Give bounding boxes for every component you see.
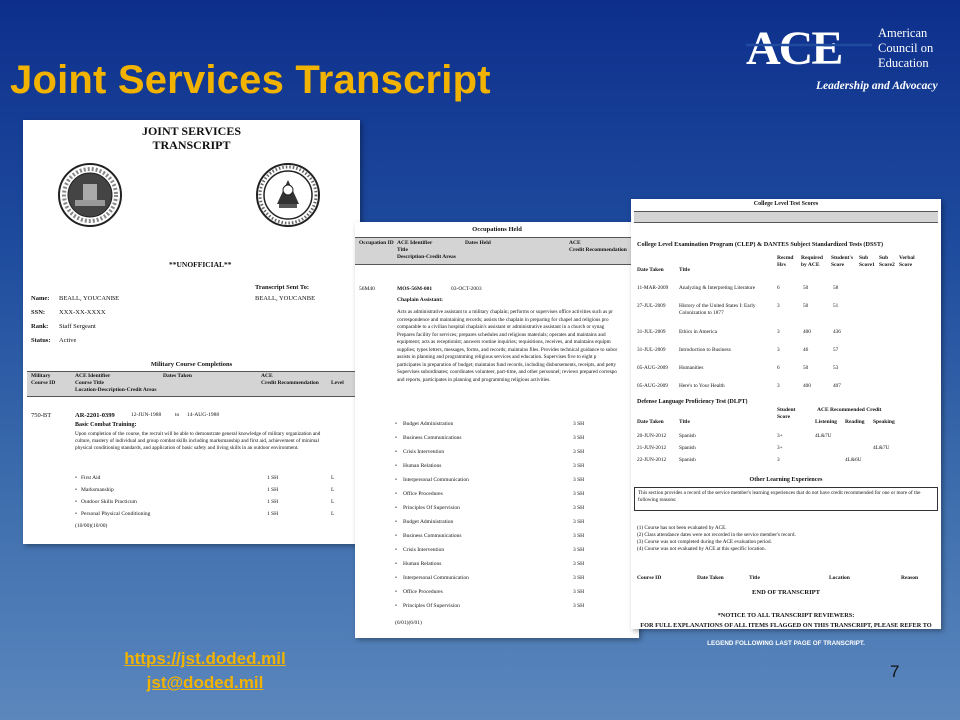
occupation-credit-sh: 3 SH — [573, 435, 585, 441]
occupation-desc-line: Prepares facility for services; prepares schedules and religious materials; operates and maintains aud — [397, 331, 606, 338]
occupation-desc-line: equipment; acts as receptionist; answers routine inquiries; requisitions, receives, and maintains equipm — [397, 339, 611, 345]
dlpt-row-reading: 4L&6U — [845, 457, 862, 463]
notice-line-1: *NOTICE TO ALL TRANSCRIPT REVIEWERS: — [717, 612, 855, 619]
notice-line-3: LEGEND FOLLOWING LAST PAGE OF TRANSCRIPT. — [707, 640, 865, 647]
course-title: Basic Combat Training: — [75, 422, 137, 428]
military-courses-heading: Military Course Completions — [150, 361, 233, 368]
occupation-desc-line: correspondence and maintaining records; assists the chaplain in preparing for chapel and religious pro — [397, 316, 609, 323]
clep-row-title: Analyzing & Interpreting Literature — [679, 285, 756, 291]
clep-row-hrs: 3 — [777, 347, 780, 353]
dlpt-col-listening: Listening — [815, 419, 838, 425]
clep-row-hrs: 3 — [777, 383, 780, 389]
occupation-credit-item: • Office Procedures — [395, 589, 443, 595]
occupation-credit-sh: 3 SH — [573, 561, 585, 567]
occupation-credit-sh: 3 SH — [573, 491, 585, 497]
dlpt-col-title: Title — [679, 419, 690, 425]
credit-footnote: (10/00)(10/00) — [75, 523, 108, 529]
col-dates-taken: Dates Taken — [163, 373, 192, 379]
dlpt-row-listening: 4L&7U — [815, 433, 832, 439]
course-to: to — [175, 412, 180, 418]
dlpt-row-speaking: 4L&7U — [873, 445, 890, 451]
test-scores-heading: College Level Test Scores — [753, 201, 819, 207]
dlpt-row-score: 3 — [777, 457, 780, 463]
doc1-title-line2: TRANSCRIPT — [152, 138, 231, 152]
clep-col-title: Title — [679, 267, 690, 273]
clep-col-date: Date Taken — [637, 267, 664, 273]
col-ace-identifier: ACE Identifier Title Description-Credit Areas — [397, 240, 456, 260]
other-col-location: Location — [829, 575, 850, 581]
reason-line: (4) Course was not evaluated by ACE at this specific location. — [637, 546, 766, 552]
slide-title: Joint Services Transcript — [10, 58, 491, 102]
sent-to-label: Transcript Sent To: — [255, 284, 310, 291]
notice-line-2: FOR FULL EXPLANATIONS OF ALL ITEMS FLAGGED ON THIS TRANSCRIPT, PLEASE REFER TO — [640, 622, 932, 629]
other-col-date: Date Taken — [697, 575, 724, 581]
ace-logo — [744, 18, 954, 98]
clep-row-hrs: 3 — [777, 303, 780, 309]
clep-row-score: 436 — [833, 329, 841, 335]
reason-line: (1) Course has not been evaluated by ACE. — [637, 525, 727, 531]
course-end: 14-AUG-1988 — [187, 412, 220, 418]
clep-row-title: History of the United States I: Early Colonization to 1877 — [679, 303, 756, 316]
clep-row-title: Introduction to Business — [679, 347, 731, 353]
occupation-credit-sh: 3 SH — [573, 547, 585, 553]
occupation-credit-sh: 3 SH — [573, 589, 585, 595]
col-credit-rec: ACE Credit Recommendation — [569, 240, 627, 253]
dlpt-row-date: 20-JUN-2012 — [637, 433, 667, 439]
occupation-id: 56M40 — [359, 286, 375, 292]
reason-line: (3) Course was not completed during the ACE evaluation period. — [637, 539, 772, 545]
dlpt-col-reading: Reading — [845, 419, 865, 425]
other-learning-heading: Other Learning Experiences — [749, 477, 823, 483]
personal-status-row: Status: Active — [31, 337, 77, 344]
dlpt-row-score: 3+ — [777, 433, 783, 439]
clep-row-date: 31-JUL-2009 — [637, 329, 666, 335]
unofficial-label: **UNOFFICIAL** — [169, 260, 232, 269]
course-desc-3: physical conditioning standards, and application of basic safety and living skills in an outdoor environment. — [75, 445, 299, 451]
clep-row-title: Ethics in America — [679, 329, 717, 335]
occupation-credit-sh: 3 SH — [573, 533, 585, 539]
ace-org-line3: Education — [878, 56, 929, 70]
clep-col-sub2: Sub Score2 — [879, 255, 895, 268]
occupation-credit-item: • Principles Of Supervision — [395, 505, 460, 511]
col-dates-held: Dates Held — [465, 240, 491, 246]
occupation-desc-line: participates in preparation of budget; maintains fund records, including disbursements, receipts, and petty — [397, 361, 617, 368]
occupation-credit-item: • Budget Administration — [395, 421, 454, 427]
col-credit-rec: ACE Credit Recommendation — [261, 373, 319, 386]
clep-row-date: 27-JUL-2009 — [637, 303, 666, 309]
credit-item: • First Aid — [75, 475, 101, 481]
credit-sh: 1 SH — [267, 511, 279, 517]
dlpt-row-title: Spanish — [679, 457, 696, 463]
clep-row-title: Here's to Your Health — [679, 383, 725, 389]
clep-row-title: Humanities — [679, 365, 704, 371]
occupation-credit-sh: 3 SH — [573, 575, 585, 581]
transcript-page-2 — [355, 222, 639, 638]
dlpt-row-date: 22-JUN-2012 — [637, 457, 667, 463]
clep-row-score: 58 — [833, 285, 839, 291]
ace-seal-icon — [255, 162, 321, 228]
clep-heading: College Level Examination Program (CLEP) & DANTES Subject Standardized Tests (DSST) — [637, 241, 884, 248]
credit-sh: 1 SH — [267, 499, 279, 505]
other-col-course-id: Course ID — [637, 575, 662, 581]
dlpt-col-score: Student Score — [777, 407, 796, 420]
doc1-title-line1: JOINT SERVICES — [141, 124, 242, 138]
clep-col-req: Required by ACE — [801, 255, 823, 268]
occupation-credit-sh: 3 SH — [573, 519, 585, 525]
occupation-credit-sh: 3 SH — [573, 603, 585, 609]
course-desc-2: culture, mastery of individual and group combat skills including marksmanship and first aid, achievement of minimal — [75, 438, 319, 444]
dlpt-heading: Defense Language Proficiency Test (DLPT) — [637, 399, 748, 405]
col-course-id: Military Course ID — [31, 373, 56, 386]
other-col-title: Title — [749, 575, 760, 581]
dlpt-row-title: Spanish — [679, 433, 696, 439]
dlpt-row-title: Spanish — [679, 445, 696, 451]
ace-logo-mark-icon — [744, 18, 872, 74]
occupation-desc-line: supplies; types letters, messages, forms, and records; maintains files. Provides technical guidance to subor — [397, 346, 618, 353]
occupation-credit-sh: 3 SH — [573, 463, 585, 469]
occupation-credit-item: • Human Relations — [395, 463, 442, 469]
clep-row-req: 50 — [803, 365, 809, 371]
credit-item: • Personal Physical Conditioning — [75, 511, 151, 517]
clep-row-score: 407 — [833, 383, 841, 389]
personal-name-row: Name: BEALL, YOUCANBE — [31, 295, 120, 302]
clep-row-score: 53 — [833, 365, 839, 371]
end-of-transcript: END OF TRANSCRIPT — [752, 589, 820, 596]
clep-col-sub1: Sub Score1 — [859, 255, 875, 268]
course-desc-1: Upon completion of the course, the recruit will be able to demonstrate general knowledge of military organization and — [75, 431, 321, 437]
army-seal-icon — [57, 162, 123, 228]
col-level: Level — [331, 380, 344, 386]
occupation-ace-id: MOS-56M-001 — [397, 286, 433, 292]
clep-row-date: 31-JUL-2009 — [637, 347, 666, 353]
doc1-title — [23, 124, 360, 152]
occupation-credit-sh: 3 SH — [573, 449, 585, 455]
credit-sh: 1 SH — [267, 487, 279, 493]
reason-line: (2) Class attendance dates were not recorded in the service member's record. — [637, 532, 796, 538]
dlpt-row-date: 21-JUN-2012 — [637, 445, 667, 451]
occupation-footnote: (6/01)(6/01) — [395, 620, 422, 626]
occupation-desc-line: assists in planning and programming religious services and education. Supervises five to eight p — [397, 354, 597, 360]
ace-org-line1: American — [878, 26, 928, 40]
other-col-reason: Reason — [901, 575, 919, 581]
clep-row-req: 400 — [803, 383, 811, 389]
dlpt-col-speaking: Speaking — [873, 419, 895, 425]
occupation-credit-item: • Crisis Intervention — [395, 449, 445, 455]
occupation-credit-item: • Principles Of Supervision — [395, 603, 460, 609]
credit-level: L — [331, 475, 335, 481]
dlpt-row-score: 3+ — [777, 445, 783, 451]
credit-level: L — [331, 487, 335, 493]
contact-links — [70, 647, 340, 695]
clep-row-hrs: 6 — [777, 285, 780, 291]
occupation-credit-item: • Business Communications — [395, 533, 462, 539]
clep-row-req: 50 — [803, 285, 809, 291]
course-id: 750-BT — [31, 412, 52, 419]
col-occupation-id: Occupation ID — [359, 240, 394, 246]
occupation-title: Chaplain Assistant: — [397, 297, 444, 303]
occupation-credit-sh: 3 SH — [573, 421, 585, 427]
clep-row-hrs: 6 — [777, 365, 780, 371]
occupations-heading: Occupations Held — [472, 226, 522, 233]
occupation-date: 03-OCT-2003 — [451, 286, 482, 292]
occupation-credit-sh: 3 SH — [573, 477, 585, 483]
course-start: 12-JUN-1988 — [131, 412, 162, 418]
occupation-desc-line: Supervises subordinates; coordinates volunteer, part-time, and other personnel; reviews prepared correspo — [397, 369, 617, 375]
jst-email-link[interactable]: jst@doded.mil — [146, 673, 264, 692]
clep-row-score: 51 — [833, 303, 839, 309]
occupation-desc-line: Acts as administrative assistant to a military chaplain; performs or supervises office activities such as pr — [397, 309, 613, 315]
transcript-page-3 — [631, 199, 941, 629]
sent-to-name: BEALL, YOUCANBE — [255, 295, 316, 302]
occupation-credit-item: • Interpersonal Communication — [395, 575, 469, 581]
ace-org-line2: Council on — [878, 41, 934, 55]
clep-col-hrs: Recmd Hrs — [777, 255, 794, 268]
ace-logo-letters: ACE — [746, 22, 842, 74]
credit-level: L — [331, 511, 335, 517]
clep-col-verbal: Verbal Score — [899, 255, 915, 268]
clep-row-req: 46 — [803, 347, 809, 353]
occupation-credit-item: • Crisis Intervention — [395, 547, 445, 553]
occupation-credit-item: • Business Communications — [395, 435, 462, 441]
clep-row-hrs: 3 — [777, 329, 780, 335]
clep-row-score: 57 — [833, 347, 839, 353]
personal-rank-row: Rank: Staff Sergeant — [31, 323, 96, 330]
credit-item: • Marksmanship — [75, 487, 114, 493]
clep-row-req: 400 — [803, 329, 811, 335]
occupation-credit-item: • Human Relations — [395, 561, 442, 567]
occupation-credit-item: • Interpersonal Communication — [395, 477, 469, 483]
occupation-credit-sh: 3 SH — [573, 505, 585, 511]
clep-row-date: 05-AUG-2009 — [637, 383, 668, 389]
page-number: 7 — [890, 662, 900, 681]
clep-row-date: 11-MAR-2009 — [637, 285, 669, 291]
other-learning-desc: This section provides a record of the service member's learning experiences that do not have credit recommended for one or more of the following reasons: — [634, 487, 938, 511]
clep-col-score: Student's Score — [831, 255, 854, 268]
col-ace-identifier: ACE Identifier Course Title Location-Description-Credit Areas — [75, 373, 157, 393]
credit-sh: 1 SH — [267, 475, 279, 481]
occupation-credit-item: • Office Procedures — [395, 491, 443, 497]
dlpt-col-date: Date Taken — [637, 419, 664, 425]
course-ace-id: AR-2201-0399 — [75, 412, 115, 419]
personal-ssn-row: SSN: XXX-XX-XXXX — [31, 309, 106, 316]
clep-row-date: 05-AUG-2009 — [637, 365, 668, 371]
occupation-desc-line: comparable to a civilian hospital chaplain's assistant or administrative assistant in a church or synag — [397, 324, 605, 330]
occupation-desc-line: and reports, participates in planning and programming religious activities. — [397, 376, 551, 383]
credit-level: L — [331, 499, 335, 505]
ace-tagline: Leadership and Advocacy — [816, 80, 938, 92]
transcript-page-1 — [23, 120, 360, 544]
clep-row-req: 50 — [803, 303, 809, 309]
jst-website-link[interactable]: https://jst.doded.mil — [124, 649, 286, 668]
dlpt-col-ace-credit: ACE Recommended Credit — [817, 407, 882, 413]
credit-item: • Outdoor Skills Practicum — [75, 499, 137, 505]
test-scores-header-band — [634, 211, 938, 223]
ace-org-name — [878, 26, 933, 71]
occupation-credit-item: • Budget Administration — [395, 519, 454, 525]
